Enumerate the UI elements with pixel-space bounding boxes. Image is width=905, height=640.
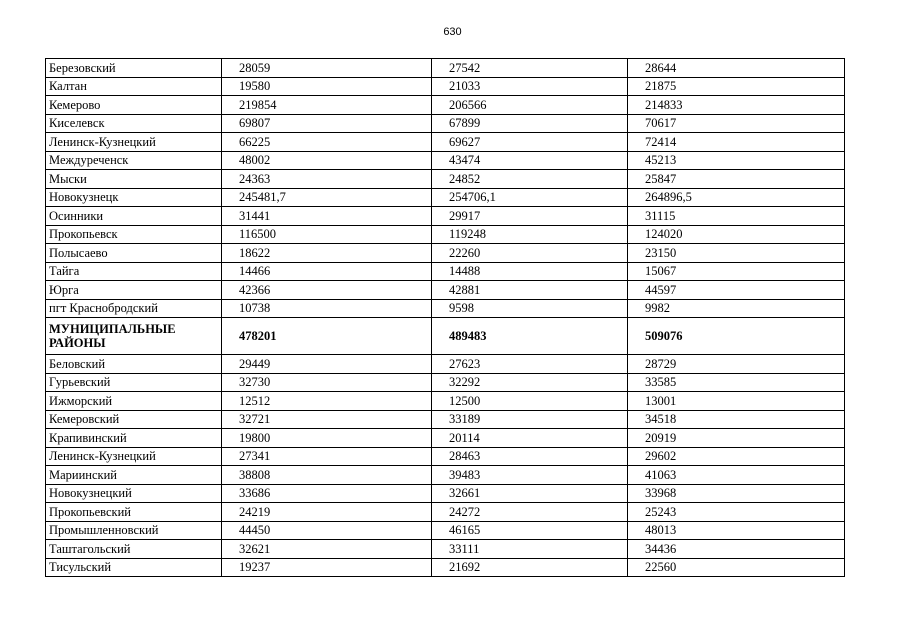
row-name-cell: Междуреченск	[46, 151, 222, 170]
value-cell-3: 41063	[628, 466, 845, 485]
value-cell-2: 33111	[432, 540, 628, 559]
value-cell-2: 489483	[432, 318, 628, 355]
value-cell-1: 14466	[222, 262, 432, 281]
row-name-cell: Новокузнецк	[46, 188, 222, 207]
row-name-cell: Прокопьевский	[46, 503, 222, 522]
table-row	[46, 59, 845, 78]
row-name-cell: Юрга	[46, 281, 222, 300]
value-cell-2: 33189	[432, 410, 628, 429]
table-row	[46, 558, 845, 577]
value-cell-2: 32661	[432, 484, 628, 503]
value-cell-3: 22560	[628, 558, 845, 577]
row-name-cell: Березовский	[46, 59, 222, 78]
row-name-cell: Тайга	[46, 262, 222, 281]
value-cell-2: 32292	[432, 373, 628, 392]
table-row	[46, 484, 845, 503]
value-cell-1: 478201	[222, 318, 432, 355]
value-cell-3: 15067	[628, 262, 845, 281]
table-row	[46, 503, 845, 522]
table-row	[46, 281, 845, 300]
value-cell-2: 24272	[432, 503, 628, 522]
value-cell-2: 69627	[432, 133, 628, 152]
value-cell-3: 34436	[628, 540, 845, 559]
row-name-cell: Гурьевский	[46, 373, 222, 392]
table-row	[46, 96, 845, 115]
value-cell-3: 264896,5	[628, 188, 845, 207]
row-name-cell: Киселевск	[46, 114, 222, 133]
value-cell-2: 119248	[432, 225, 628, 244]
value-cell-2: 27623	[432, 355, 628, 374]
value-cell-1: 33686	[222, 484, 432, 503]
value-cell-1: 24219	[222, 503, 432, 522]
value-cell-2: 46165	[432, 521, 628, 540]
row-name-cell: Кемерово	[46, 96, 222, 115]
value-cell-3: 23150	[628, 244, 845, 263]
value-cell-3: 72414	[628, 133, 845, 152]
table-row	[46, 318, 845, 355]
value-cell-1: 12512	[222, 392, 432, 411]
row-name-cell: Прокопьевск	[46, 225, 222, 244]
table-row	[46, 355, 845, 374]
row-name-cell: Беловский	[46, 355, 222, 374]
value-cell-2: 21033	[432, 77, 628, 96]
value-cell-3: 124020	[628, 225, 845, 244]
value-cell-1: 29449	[222, 355, 432, 374]
table-row	[46, 244, 845, 263]
value-cell-3: 25243	[628, 503, 845, 522]
table-row	[46, 114, 845, 133]
page-number: 630	[443, 26, 462, 38]
value-cell-2: 9598	[432, 299, 628, 318]
value-cell-3: 70617	[628, 114, 845, 133]
row-name-cell: Калтан	[46, 77, 222, 96]
table-row	[46, 466, 845, 485]
table-row	[46, 410, 845, 429]
value-cell-3: 214833	[628, 96, 845, 115]
table-row	[46, 373, 845, 392]
row-name-cell: Ленинск-Кузнецкий	[46, 133, 222, 152]
value-cell-3: 21875	[628, 77, 845, 96]
value-cell-1: 32621	[222, 540, 432, 559]
value-cell-1: 19580	[222, 77, 432, 96]
value-cell-3: 31115	[628, 207, 845, 226]
value-cell-3: 45213	[628, 151, 845, 170]
value-cell-2: 67899	[432, 114, 628, 133]
row-name-cell: Мыски	[46, 170, 222, 189]
value-cell-2: 43474	[432, 151, 628, 170]
table-row	[46, 170, 845, 189]
table-row	[46, 133, 845, 152]
value-cell-1: 38808	[222, 466, 432, 485]
value-cell-3: 25847	[628, 170, 845, 189]
row-name-cell: Крапивинский	[46, 429, 222, 448]
value-cell-2: 29917	[432, 207, 628, 226]
value-cell-1: 245481,7	[222, 188, 432, 207]
value-cell-3: 44597	[628, 281, 845, 300]
value-cell-1: 19237	[222, 558, 432, 577]
row-name-cell: Тисульский	[46, 558, 222, 577]
value-cell-3: 33968	[628, 484, 845, 503]
row-name-cell: Ижморский	[46, 392, 222, 411]
value-cell-2: 206566	[432, 96, 628, 115]
row-name-cell: Ленинск-Кузнецкий	[46, 447, 222, 466]
value-cell-1: 219854	[222, 96, 432, 115]
value-cell-2: 27542	[432, 59, 628, 78]
value-cell-1: 48002	[222, 151, 432, 170]
row-name-cell: Новокузнецкий	[46, 484, 222, 503]
value-cell-2: 22260	[432, 244, 628, 263]
row-name-cell: Таштагольский	[46, 540, 222, 559]
table-row	[46, 521, 845, 540]
value-cell-1: 10738	[222, 299, 432, 318]
value-cell-3: 48013	[628, 521, 845, 540]
table-row	[46, 299, 845, 318]
row-name-cell: Мариинский	[46, 466, 222, 485]
value-cell-1: 28059	[222, 59, 432, 78]
value-cell-1: 32730	[222, 373, 432, 392]
row-name-cell: Промышленновский	[46, 521, 222, 540]
value-cell-1: 44450	[222, 521, 432, 540]
table-body	[46, 59, 845, 577]
value-cell-3: 28644	[628, 59, 845, 78]
value-cell-3: 9982	[628, 299, 845, 318]
value-cell-3: 33585	[628, 373, 845, 392]
value-cell-1: 27341	[222, 447, 432, 466]
table-row	[46, 540, 845, 559]
row-name-cell: МУНИЦИПАЛЬНЫЕ РАЙОНЫ	[46, 318, 222, 355]
row-name-cell: Осинники	[46, 207, 222, 226]
row-name-cell: Кемеровский	[46, 410, 222, 429]
value-cell-1: 42366	[222, 281, 432, 300]
value-cell-2: 12500	[432, 392, 628, 411]
row-name-cell: Полысаево	[46, 244, 222, 263]
value-cell-2: 42881	[432, 281, 628, 300]
value-cell-1: 24363	[222, 170, 432, 189]
table-row	[46, 262, 845, 281]
value-cell-1: 32721	[222, 410, 432, 429]
value-cell-3: 28729	[628, 355, 845, 374]
value-cell-2: 28463	[432, 447, 628, 466]
table-row	[46, 225, 845, 244]
table-row	[46, 392, 845, 411]
value-cell-3: 509076	[628, 318, 845, 355]
table-row	[46, 207, 845, 226]
row-name-cell: пгт Краснобродский	[46, 299, 222, 318]
value-cell-1: 19800	[222, 429, 432, 448]
value-cell-3: 29602	[628, 447, 845, 466]
data-table	[45, 58, 845, 577]
table-row	[46, 77, 845, 96]
value-cell-1: 116500	[222, 225, 432, 244]
table-row	[46, 188, 845, 207]
table-row	[46, 429, 845, 448]
value-cell-1: 18622	[222, 244, 432, 263]
table-row	[46, 151, 845, 170]
value-cell-1: 31441	[222, 207, 432, 226]
value-cell-3: 34518	[628, 410, 845, 429]
value-cell-2: 20114	[432, 429, 628, 448]
value-cell-2: 24852	[432, 170, 628, 189]
value-cell-3: 13001	[628, 392, 845, 411]
value-cell-2: 39483	[432, 466, 628, 485]
value-cell-1: 69807	[222, 114, 432, 133]
value-cell-2: 21692	[432, 558, 628, 577]
value-cell-1: 66225	[222, 133, 432, 152]
value-cell-2: 14488	[432, 262, 628, 281]
value-cell-2: 254706,1	[432, 188, 628, 207]
table-row	[46, 447, 845, 466]
value-cell-3: 20919	[628, 429, 845, 448]
